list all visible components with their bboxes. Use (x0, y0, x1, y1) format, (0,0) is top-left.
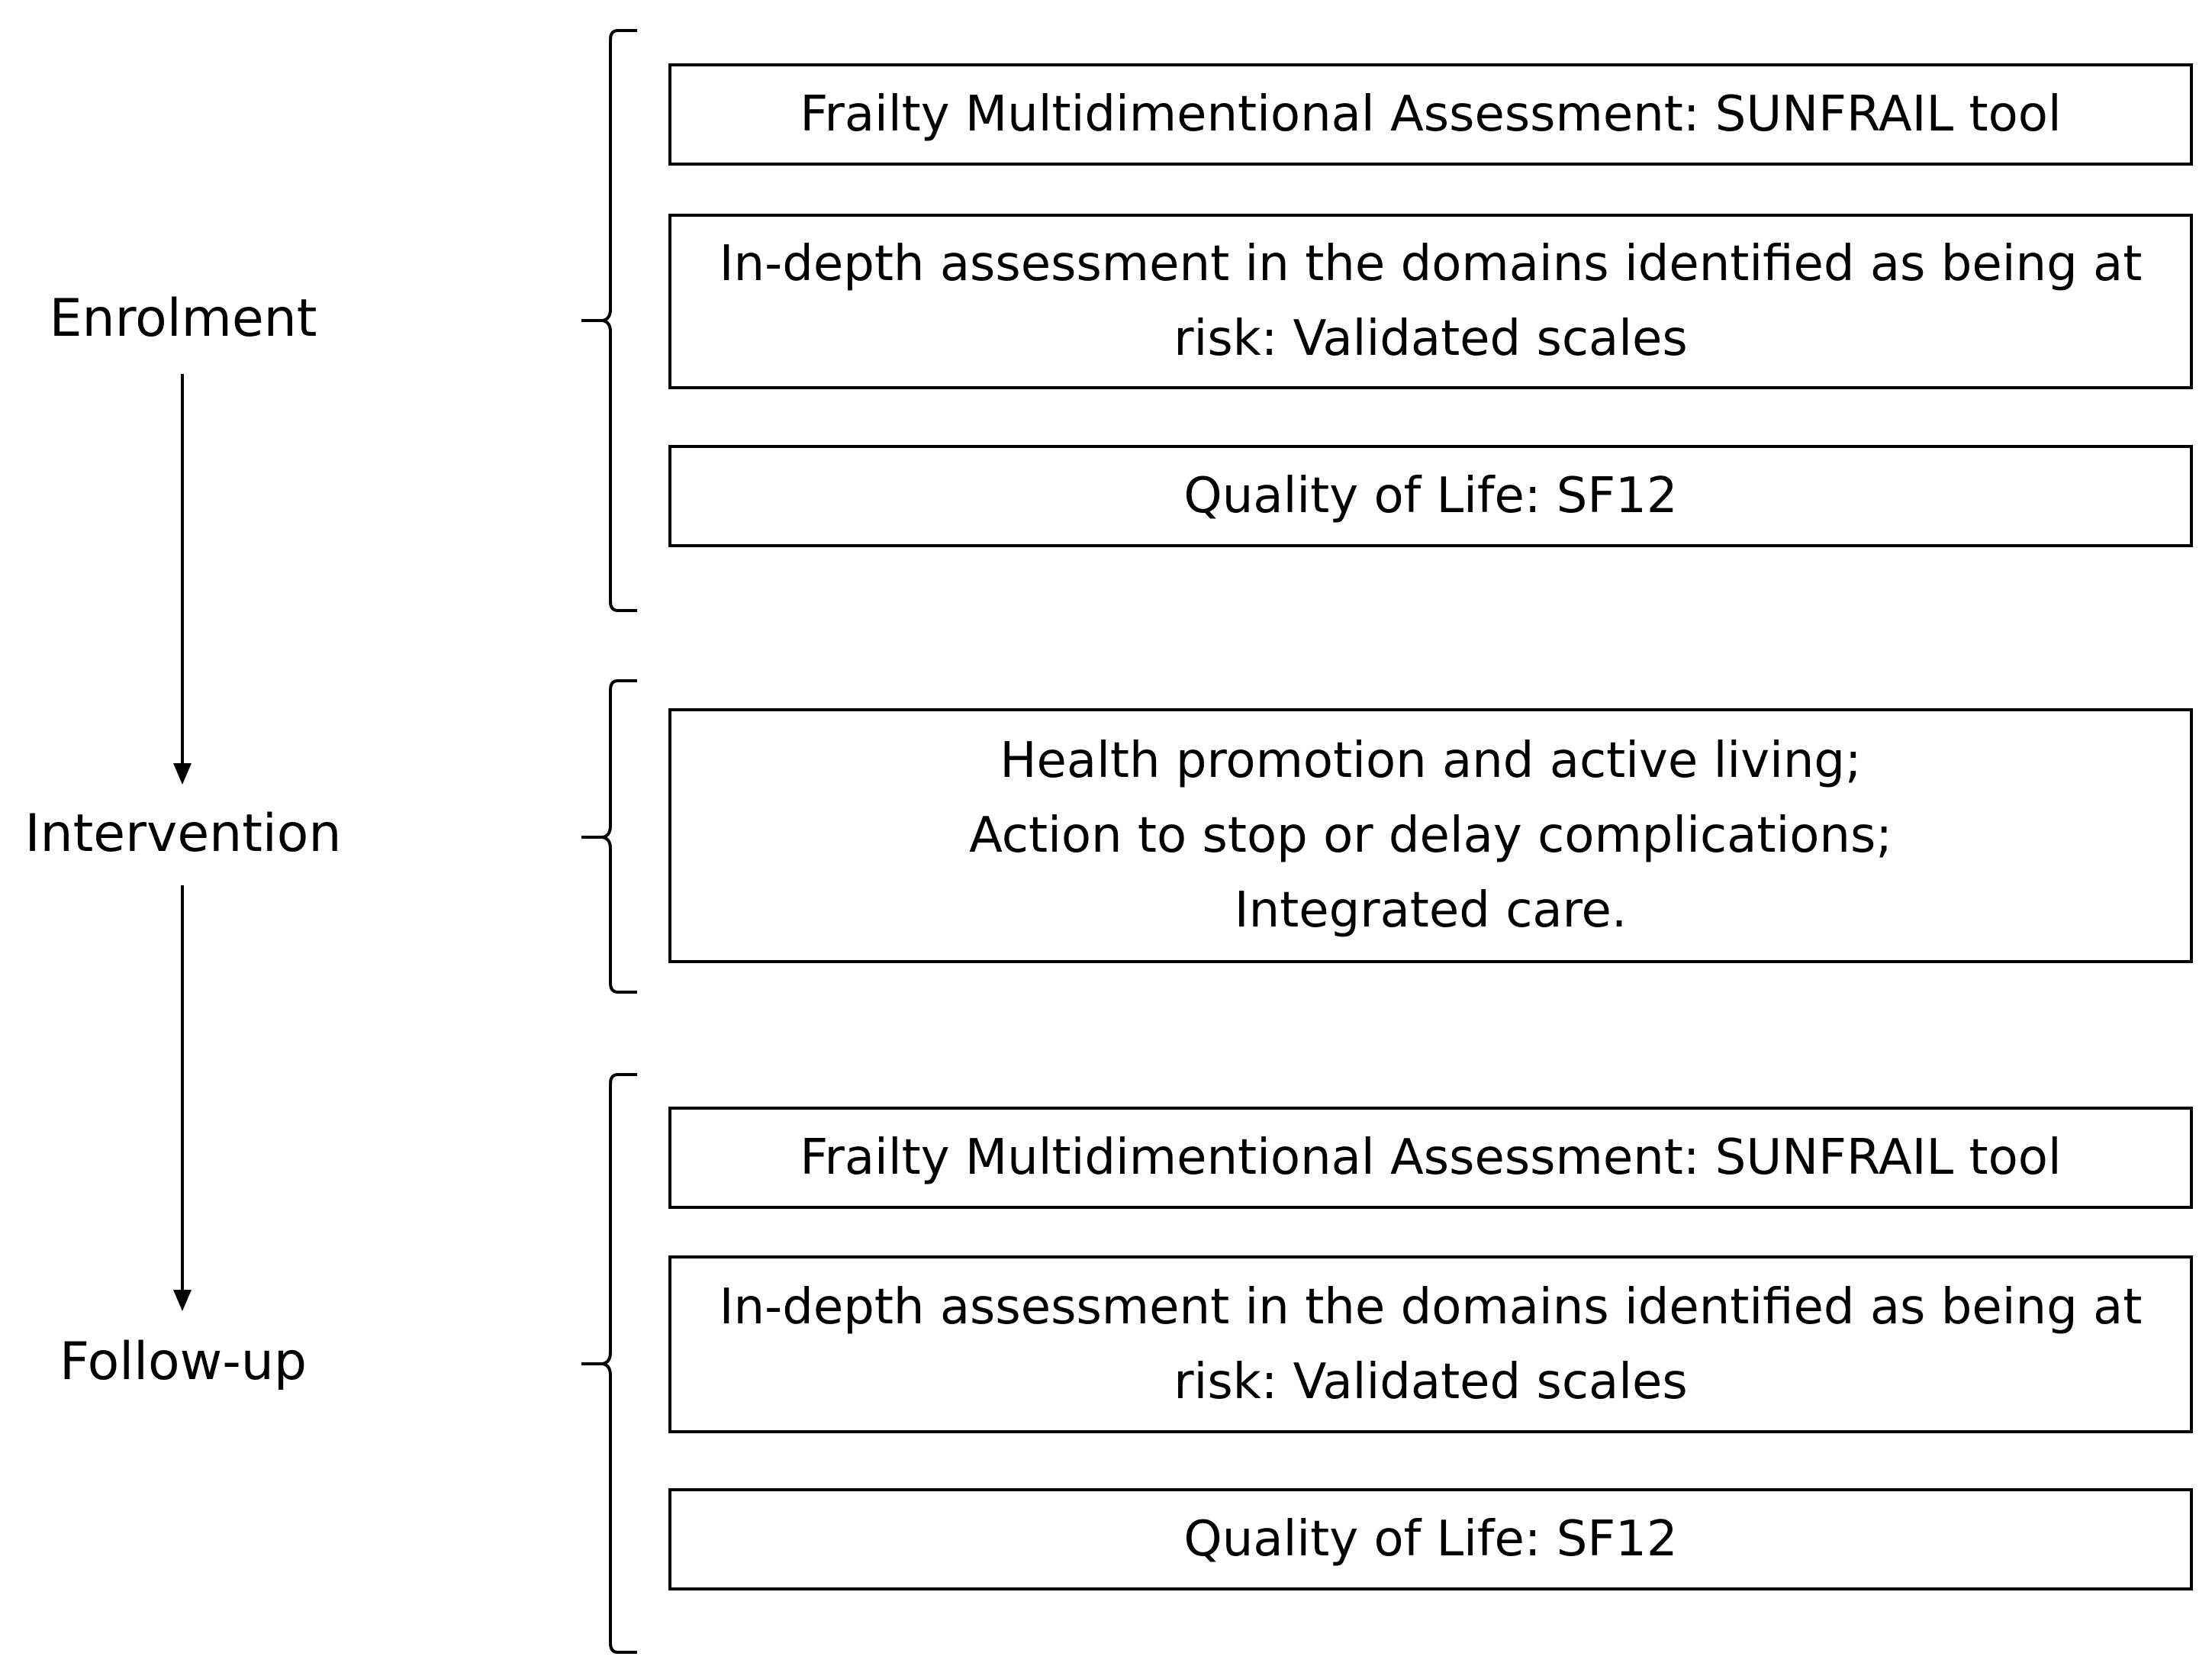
stage-label-followup: Follow-up (59, 1332, 307, 1392)
box-text-line: Health promotion and active living; (1000, 733, 1862, 789)
brace-enrolment (581, 31, 637, 611)
enrolment-quality-of-life-box (668, 445, 2193, 547)
followup-quality-of-life-box (668, 1488, 2193, 1590)
brace-intervention (581, 681, 637, 992)
arrow-enrolment-to-intervention (173, 374, 192, 785)
followup-in-depth-assessment-box (668, 1255, 2193, 1433)
box-text-line: risk: Validated scales (1174, 1353, 1688, 1410)
box-text-line: Frailty Multidimentional Assessment: SUNFRAIL tool (800, 1130, 2062, 1186)
followup-frailty-assessment-box (668, 1107, 2193, 1209)
box-text-line: Quality of Life: SF12 (1183, 468, 1678, 524)
intervention-box (668, 708, 2193, 963)
stage-label-intervention: Intervention (24, 804, 342, 864)
box-text-line: Action to stop or delay complications; (969, 807, 1892, 864)
enrolment-in-depth-assessment-box (668, 214, 2193, 389)
box-text-line: Frailty Multidimentional Assessment: SUNFRAIL tool (800, 86, 2062, 143)
arrow-intervention-to-followup (173, 885, 192, 1311)
stage-label-enrolment: Enrolment (49, 288, 317, 349)
box-text-line: In-depth assessment in the domains identified as being at (719, 1278, 2143, 1336)
box-text-line: risk: Validated scales (1174, 311, 1688, 367)
enrolment-frailty-assessment-box (668, 63, 2193, 166)
brace-followup (581, 1075, 637, 1652)
box-text-line: Quality of Life: SF12 (1183, 1511, 1678, 1568)
box-text-line: Integrated care. (1234, 882, 1628, 939)
box-text-line: In-depth assessment in the domains identified as being at (719, 236, 2143, 292)
